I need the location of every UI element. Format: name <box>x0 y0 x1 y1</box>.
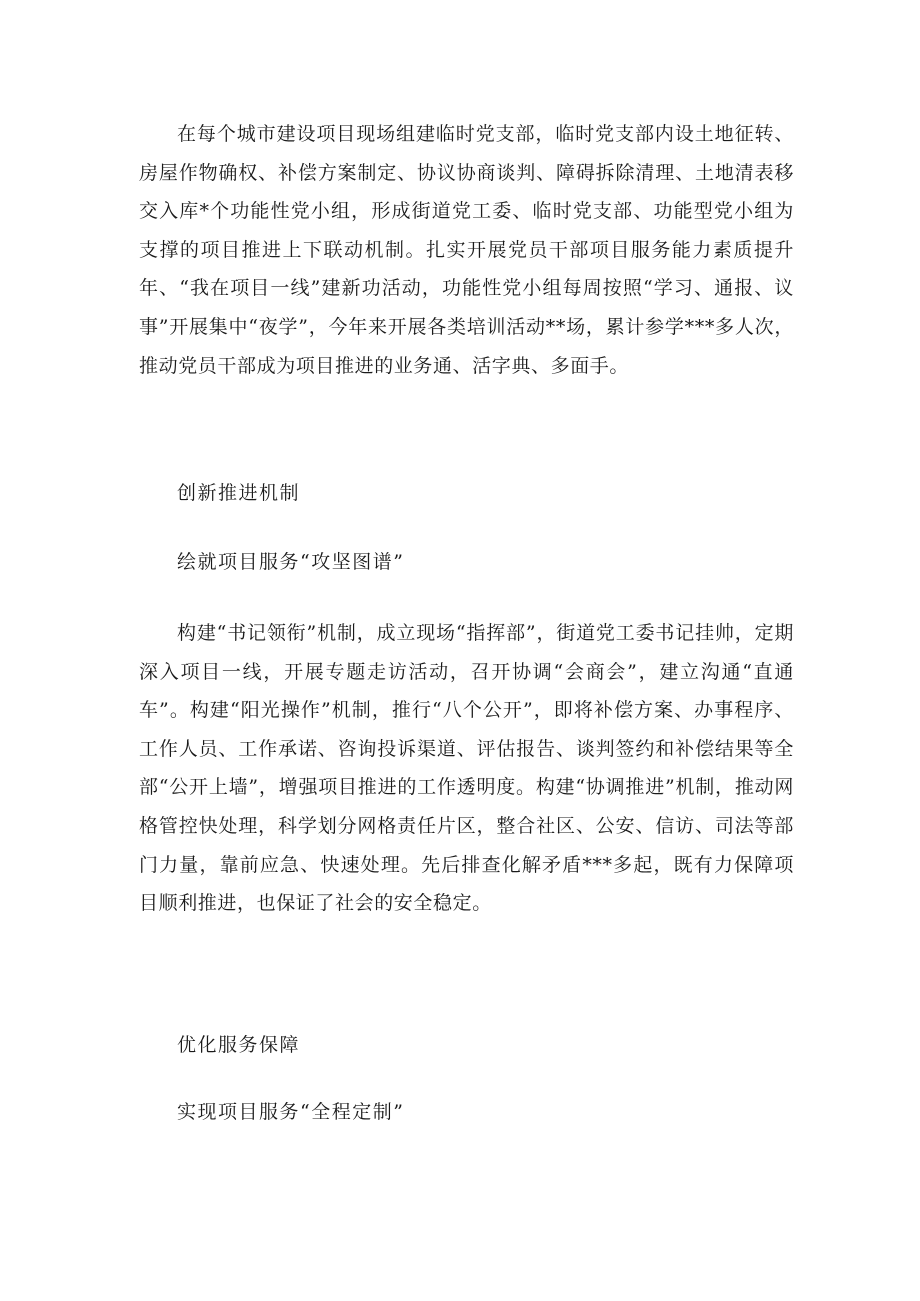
subsection-heading: 绘就项目服务“攻坚图谱” <box>177 551 405 573</box>
subsection-heading: 实现项目服务“全程定制” <box>177 1101 405 1123</box>
body-paragraph: 在每个城市建设项目现场组建临时党支部，临时党支部内设土地征转、房屋作物确权、补偿方案制定、协议协商谈判、障碍拆除清理、土地清表移交入库*个功能性党小组，形成街道党工委、临时党支部、功能型党小组为支撑的项目推进上下联动机制。扎实开展党员干部项目服务能力素质提升年、“我在项目一线”建新功活动，功能性党小组每周按照“学习、通报、议事”开展集中“夜学”，今年来开展各类培训活动**场，累计参学***多人次，推动党员干部成为项目推进的业务通、活字典、多面手。 <box>139 123 794 377</box>
section-heading: 优化服务保障 <box>177 1034 301 1056</box>
section-heading: 创新推进机制 <box>177 482 301 504</box>
body-paragraph: 构建“书记领衔”机制，成立现场“指挥部”，街道党工委书记挂帅，定期深入项目一线，开展专题走访活动，召开协调“会商会”，建立沟通“直通车”。构建“阳光操作”机制，推行“八个公开”，即将补偿方案、办事程序、工作人员、工作承诺、咨询投诉渠道、评估报告、谈判签约和补偿结果等全部“公开上墙”，增强项目推进的工作透明度。构建“协调推进”机制，推动网格管控快处理，科学划分网格责任片区，整合社区、公安、信访、司法等部门力量，靠前应急、快速处理。先后排查化解矛盾***多起，既有力保障项目顺利推进，也保证了社会的安全稳定。 <box>139 622 794 915</box>
